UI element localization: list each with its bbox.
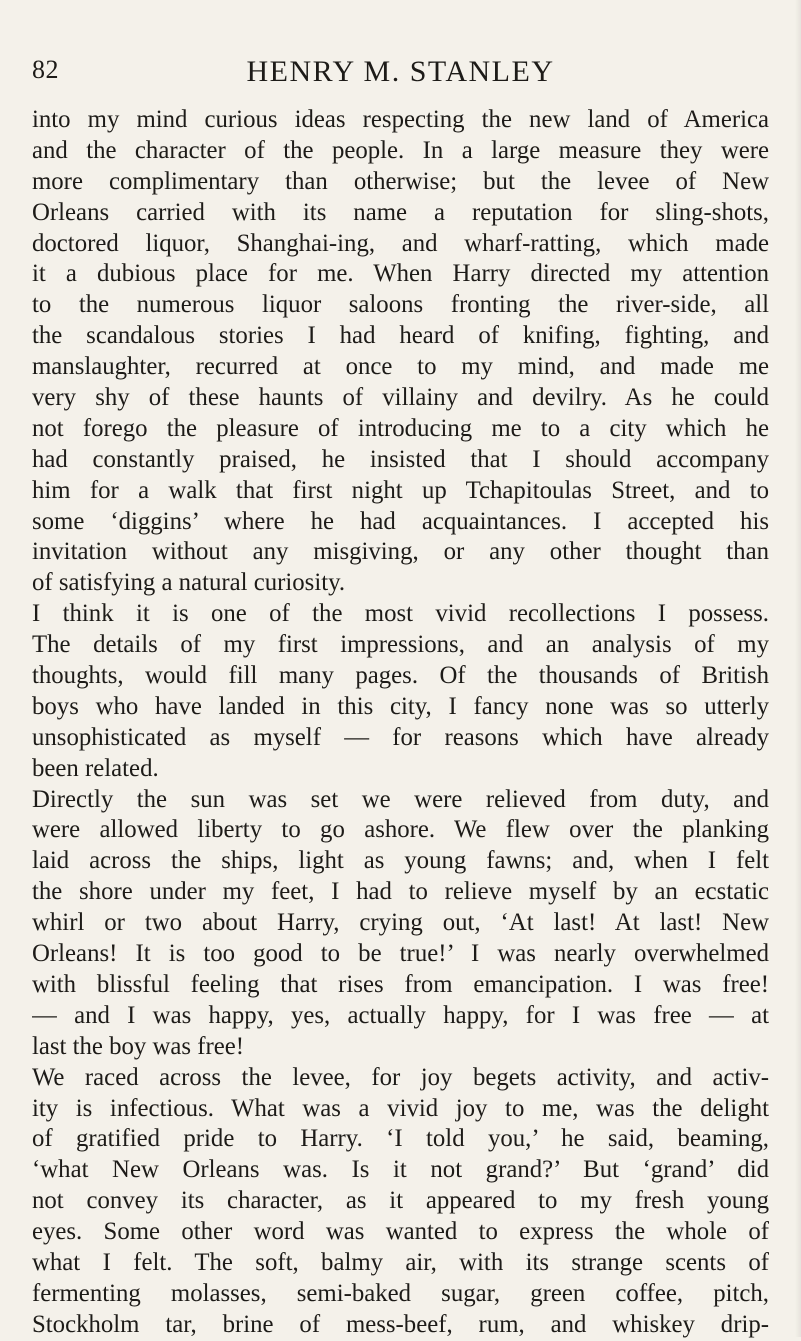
text-line: had constantly praised, he insisted that I should accompany xyxy=(32,445,769,473)
text-line: Stockholm tar, brine of mess-beef, rum, and whiskey drip- xyxy=(32,1310,769,1338)
page-number: 82 xyxy=(32,55,59,84)
text-line: and the character of the people. In a large measure they were xyxy=(32,136,769,164)
text-line: some ‘diggins’ where he had acquaintances. I accepted his xyxy=(32,507,769,535)
text-line: last the boy was free! xyxy=(32,1032,245,1060)
text-line: more complimentary than otherwise; but the levee of New xyxy=(32,167,769,195)
text-line: unsophisticated as myself — for reasons which have already xyxy=(32,723,769,751)
text-line: Orleans carried with its name a reputation for sling-shots, xyxy=(32,198,769,226)
running-title: HENRY M. STANLEY xyxy=(246,55,555,88)
text-line: the scandalous stories I had heard of knifing, fighting, and xyxy=(32,322,769,350)
text-line: ity is infectious. What was a vivid joy to me, was the delight xyxy=(32,1094,769,1122)
text-line: laid across the ships, light as young fawns; and, when I felt xyxy=(32,847,769,875)
text-line: whirl or two about Harry, crying out, ‘At last! At last! New xyxy=(32,909,769,937)
text-line: ‘what New Orleans was. Is it not grand?’ But ‘grand’ did xyxy=(32,1156,769,1184)
text-line: into my mind curious ideas respecting the new land of America xyxy=(32,106,769,133)
text-line: — and I was happy, yes, actually happy, for I was free — at xyxy=(32,1001,769,1029)
text-line: of satisfying a natural curiosity. xyxy=(32,569,346,597)
text-line: to the numerous liquor saloons fronting the river-side, all xyxy=(32,291,769,319)
text-line: I think it is one of the most vivid recollections I possess. xyxy=(32,600,769,628)
text-line: it a dubious place for me. When Harry directed my attention xyxy=(32,260,769,288)
page-edge-shadow xyxy=(795,0,801,1337)
text-line: Orleans! It is too good to be true!’ I was nearly overwhelmed xyxy=(32,940,769,968)
text-line: eyes. Some other word was wanted to express the whole of xyxy=(32,1218,769,1246)
text-line: not convey its character, as it appeared to my fresh young xyxy=(32,1187,769,1215)
text-line: of gratified pride to Harry. ‘I told you,’ he said, beaming, xyxy=(32,1125,769,1153)
text-line: The details of my first impressions, and an analysis of my xyxy=(32,631,769,659)
text-line: thoughts, would fill many pages. Of the thousands of British xyxy=(32,662,769,690)
text-line: been related. xyxy=(32,754,159,782)
text-line: him for a walk that first night up Tchapitoulas Street, and to xyxy=(32,476,769,504)
text-line: fermenting molasses, semi-baked sugar, green coffee, pitch, xyxy=(32,1279,769,1307)
text-line: doctored liquor, Shanghai-ing, and wharf-ratting, which made xyxy=(32,229,769,257)
text-line: invitation without any misgiving, or any other thought than xyxy=(32,538,769,566)
text-line: very shy of these haunts of villainy and devilry. As he could xyxy=(32,384,769,412)
text-line: We raced across the levee, for joy begets activity, and activ- xyxy=(32,1063,769,1091)
text-line: the shore under my feet, I had to relieve myself by an ecstatic xyxy=(32,878,769,906)
text-line: not forego the pleasure of introducing me to a city which he xyxy=(32,414,769,442)
text-line: with blissful feeling that rises from emancipation. I was free! xyxy=(32,970,769,998)
text-line: Directly the sun was set we were relieved from duty, and xyxy=(32,785,769,813)
text-line: boys who have landed in this city, I fancy none was so utterly xyxy=(32,692,769,720)
text-line: what I felt. The soft, balmy air, with its strange scents of xyxy=(32,1248,769,1276)
body-text xyxy=(32,105,769,1341)
text-line: were allowed liberty to go ashore. We flew over the planking xyxy=(32,816,769,844)
text-line: manslaughter, recurred at once to my mind, and made me xyxy=(32,353,769,381)
